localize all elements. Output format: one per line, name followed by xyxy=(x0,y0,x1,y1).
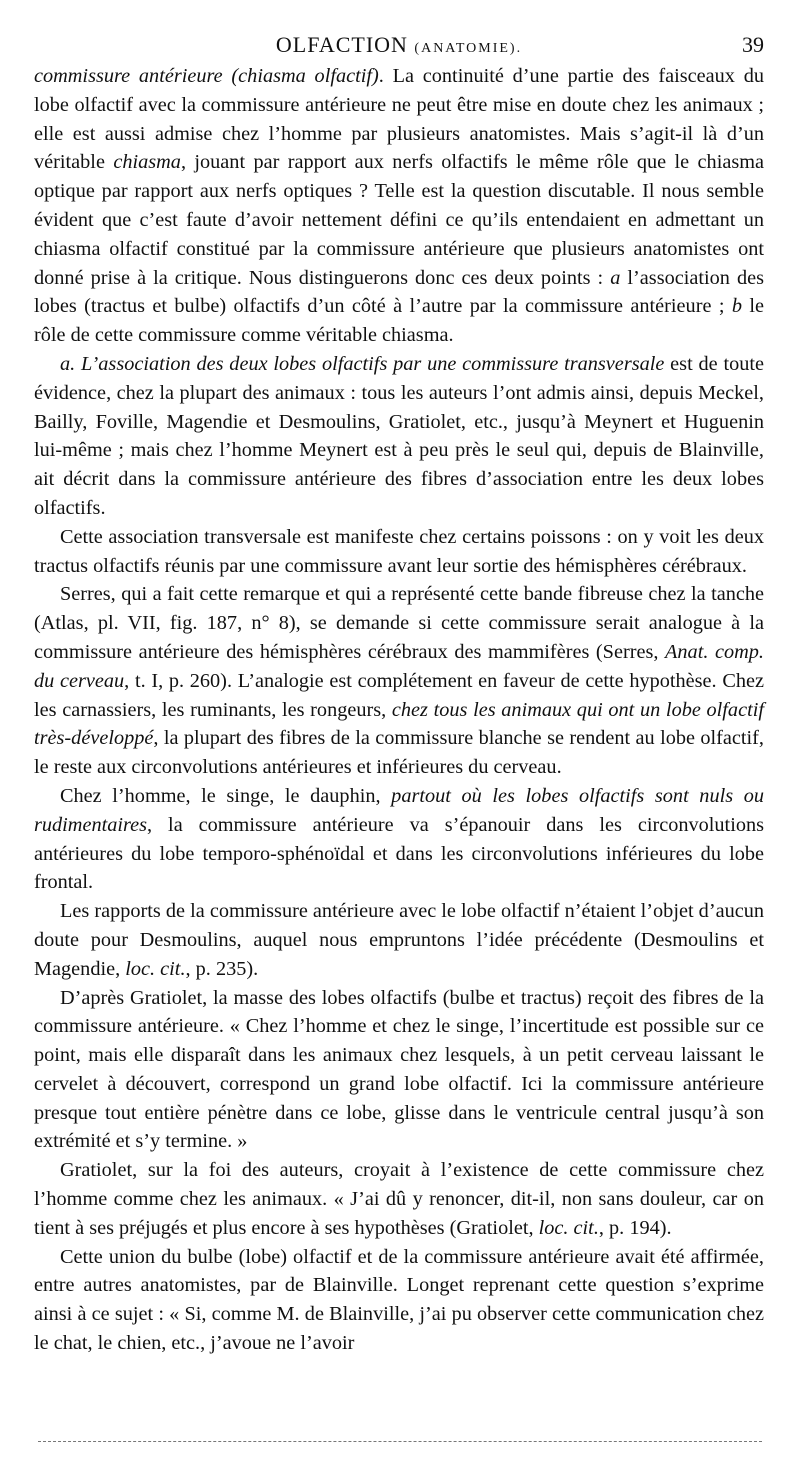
text-run: , jouant par rapport aux nerfs olfactifs le même rôle que le chiasma optique par rapport aux nerfs optiques ? Telle est la question discutable. Il nous semble évident que c’est faute d’avoir nettement défini ce qu’ils entendaient en admettant un chiasma olfactif constitué par la commissure antérieure que plusieurs anatomistes ont donné prise à la critique. Nous distinguerons donc ces deux points : xyxy=(34,151,765,289)
paragraph-9 xyxy=(34,1243,764,1358)
italic-run: b xyxy=(731,295,742,318)
paragraph-5 xyxy=(34,782,764,897)
text-run: Cette association transversale est manifeste chez certains poissons : on y voit les deux tractus olfactifs réunis par une commissure avant leur sortie des hémisphères cérébraux. xyxy=(34,525,764,577)
italic-run: commissure antérieure (chiasma olfactif) xyxy=(34,65,379,87)
italic-run: Anat. comp. du cerveau xyxy=(34,640,764,692)
paragraph-1 xyxy=(34,62,764,350)
italic-run: loc. cit. xyxy=(538,1216,599,1239)
text-run: . La continuité d’une partie des faisceaux du lobe olfactif avec la commissure antérieure ne peut être mise en doute chez les animaux ; elle est aussi admise chez l’homme par plusieurs anatomistes. Mais s’agit-il là d’un véritable xyxy=(34,65,764,174)
text-run: Serres, qui a fait cette remarque et qui a représenté cette bande fibreuse chez la tanche (Atlas, pl. VII, fig. 187, n° 8), se demande si cette commissure serait analogue à la commissure antérieure des hémisphères cérébraux des mammifères (Serres, xyxy=(34,583,764,663)
text-run: , p. 235). xyxy=(185,957,259,980)
running-title xyxy=(34,32,764,58)
text-run: Gratiolet, sur la foi des auteurs, croyait à l’existence de cette commissure chez l’homme comme chez les animaux. « J’ai dû y renoncer, dit-il, non sans douleur, car on tient à ses préjugés et plus encore à ses hypothèses (Gratiolet, xyxy=(34,1159,764,1239)
page-number: 39 xyxy=(742,32,764,57)
text-run: est de toute évidence, chez la plupart des animaux : tous les auteurs l’ont admis ainsi, depuis Meckel, Bailly, Foville, Magendie et Desmoulins, Gratiolet, etc., jusqu’à Meynert et Huguenin lui-même ; mais chez l’homme Meynert est à peu près le seul qui, depuis de Blainville, ait décrit dans la commissure antérieure des fibres d’association entre les deux lobes olfactifs. xyxy=(34,352,764,519)
italic-run: loc. cit. xyxy=(125,957,186,980)
paragraph-7 xyxy=(34,984,764,1157)
paragraph-3 xyxy=(34,523,764,581)
text-run: le rôle de cette commissure comme véritable chiasma. xyxy=(34,295,764,347)
italic-run: a. L’association des deux lobes olfactifs par une commissure transversale xyxy=(60,352,665,375)
text-run: , la commissure antérieure va s’épanouir dans les circonvolutions antérieures du lobe temporo-sphénoïdal et dans les circonvolutions inférieures du lobe frontal. xyxy=(34,813,764,894)
text-run: Les rapports de la commissure antérieure avec le lobe olfactif n’étaient l’objet d’aucun doute pour Desmoulins, auquel nous empruntons l’idée précédente (Desmoulins et Magendie, xyxy=(34,900,764,980)
italic-run: a xyxy=(610,266,621,289)
running-header xyxy=(34,32,764,62)
paragraph-6 xyxy=(34,897,764,983)
body-text xyxy=(34,62,764,1358)
footer-rule xyxy=(38,1441,762,1442)
italic-run: chiasma xyxy=(113,151,181,174)
text-run: Cette union du bulbe (lobe) olfactif et de la commissure antérieure avait été affirmée, entre autres anatomistes, par de Blainville. Longet reprenant cette question s’exprime ainsi à ce sujet : « Si, comme M. de Blainville, j’ai pu observer cette communication chez le chat, le chien, etc., j’avoue ne l’avoir xyxy=(34,1245,764,1355)
text-run: D’après Gratiolet, la masse des lobes olfactifs (bulbe et tractus) reçoit des fibres de la commissure antérieure. « Chez l’homme et chez le singe, l’incertitude est possible sur ce point, mais elle disparaît dans les animaux chez lesquels, à un petit cerveau laissant le cervelet à découvert, correspond un grand lobe olfactif. Ici la commissure antérieure presque tout entière pénètre dans ce lobe, glisse dans le ventricule central jusqu’à son extrémité et s’y termine. » xyxy=(34,986,764,1153)
paragraph-4 xyxy=(34,580,764,782)
italic-run: partout où les lobes olfactifs sont nuls ou rudimentaires xyxy=(34,784,765,836)
running-title-main: OLFACTION xyxy=(275,32,408,57)
paragraph-8 xyxy=(34,1156,764,1242)
text-run: l’association des lobes (tractus et bulbe) olfactifs d’un côté à l’autre par la commissure antérieure ; xyxy=(34,266,765,318)
italic-run: chez tous les animaux qui ont un lobe olfactif très-développé xyxy=(34,698,764,750)
text-run: Chez l’homme, le singe, le dauphin, xyxy=(60,784,392,807)
running-title-sub: (ANATOMIE). xyxy=(414,41,523,56)
paragraph-2 xyxy=(34,350,764,523)
text-run: , t. I, p. 260). L’analogie est complétement en faveur de cette hypothèse. Chez les carnassiers, les ruminants, les rongeurs, xyxy=(34,669,764,721)
text-run: , p. 194). xyxy=(598,1216,672,1239)
text-run: , la plupart des fibres de la commissure blanche se rendent au lobe olfactif, le reste aux circonvolutions antérieures et inférieures du cerveau. xyxy=(34,727,764,779)
